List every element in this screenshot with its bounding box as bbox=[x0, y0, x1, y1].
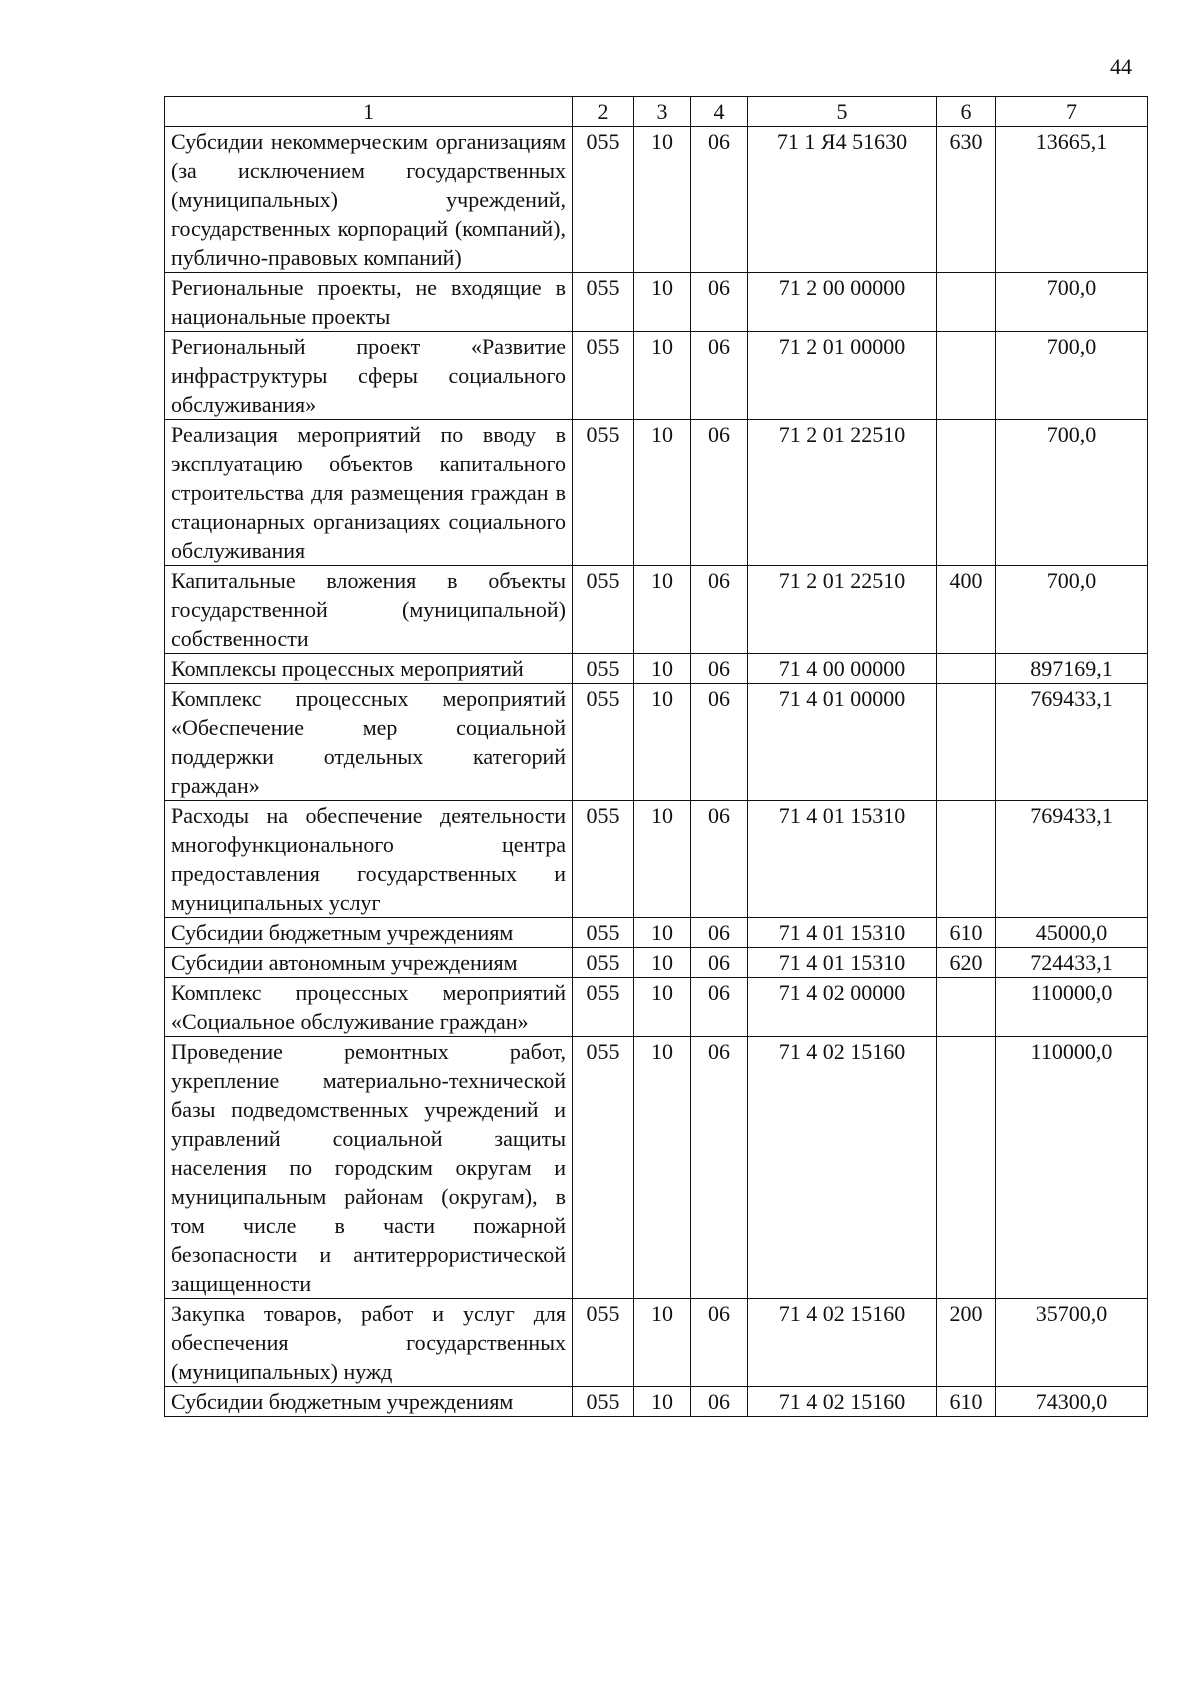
row-subsection-code: 06 bbox=[691, 684, 748, 801]
table-row bbox=[165, 1037, 1148, 1299]
row-expense-type bbox=[937, 332, 996, 420]
row-target-article: 71 2 01 22510 bbox=[748, 420, 937, 566]
row-amount: 35700,0 bbox=[996, 1299, 1148, 1387]
row-subsection-code: 06 bbox=[691, 801, 748, 918]
header-col-6: 6 bbox=[937, 97, 996, 127]
row-section-code: 10 bbox=[634, 801, 691, 918]
row-ministry-code: 055 bbox=[573, 918, 634, 948]
row-name: Реализация мероприятий по вводу в эксплуатацию объектов капитального строительства для размещения граждан в стационарных организациях социального обслуживания bbox=[165, 420, 573, 566]
row-name: Комплекс процессных мероприятий «Обеспечение мер социальной поддержки отдельных категорий граждан» bbox=[165, 684, 573, 801]
row-section-code: 10 bbox=[634, 654, 691, 684]
row-amount: 700,0 bbox=[996, 332, 1148, 420]
row-name: Региональные проекты, не входящие в национальные проекты bbox=[165, 273, 573, 332]
row-name: Региональный проект «Развитие инфраструктуры сферы социального обслуживания» bbox=[165, 332, 573, 420]
table-row bbox=[165, 801, 1148, 918]
row-target-article: 71 4 00 00000 bbox=[748, 654, 937, 684]
row-ministry-code: 055 bbox=[573, 1037, 634, 1299]
row-expense-type bbox=[937, 801, 996, 918]
row-section-code: 10 bbox=[634, 127, 691, 273]
row-target-article: 71 4 02 15160 bbox=[748, 1037, 937, 1299]
row-name: Субсидии бюджетным учреждениям bbox=[165, 918, 573, 948]
row-section-code: 10 bbox=[634, 566, 691, 654]
page-number: 44 bbox=[1110, 54, 1132, 79]
row-ministry-code: 055 bbox=[573, 1299, 634, 1387]
table-row bbox=[165, 1387, 1148, 1417]
row-ministry-code: 055 bbox=[573, 978, 634, 1037]
row-name: Закупка товаров, работ и услуг для обеспечения государственных (муниципальных) нужд bbox=[165, 1299, 573, 1387]
table-row bbox=[165, 948, 1148, 978]
row-subsection-code: 06 bbox=[691, 978, 748, 1037]
table-row bbox=[165, 1299, 1148, 1387]
header-col-1: 1 bbox=[165, 97, 573, 127]
row-expense-type: 630 bbox=[937, 127, 996, 273]
header-col-3: 3 bbox=[634, 97, 691, 127]
row-ministry-code: 055 bbox=[573, 654, 634, 684]
row-target-article: 71 2 00 00000 bbox=[748, 273, 937, 332]
row-target-article: 71 4 01 15310 bbox=[748, 918, 937, 948]
row-subsection-code: 06 bbox=[691, 948, 748, 978]
row-section-code: 10 bbox=[634, 1299, 691, 1387]
row-name: Проведение ремонтных работ, укрепление материально-технической базы подведомственных учреждений и управлений социальной защиты населения по городским округам и муниципальным районам (округам), в том числе в части пожарной безопасности и антитеррористической защищенности bbox=[165, 1037, 573, 1299]
header-col-7: 7 bbox=[996, 97, 1148, 127]
row-subsection-code: 06 bbox=[691, 566, 748, 654]
table-row bbox=[165, 127, 1148, 273]
row-section-code: 10 bbox=[634, 1037, 691, 1299]
row-expense-type bbox=[937, 1037, 996, 1299]
row-target-article: 71 4 01 15310 bbox=[748, 948, 937, 978]
header-row bbox=[165, 97, 1148, 127]
row-expense-type bbox=[937, 978, 996, 1037]
row-target-article: 71 1 Я4 51630 bbox=[748, 127, 937, 273]
row-name: Расходы на обеспечение деятельности многофункционального центра предоставления государственных и муниципальных услуг bbox=[165, 801, 573, 918]
row-ministry-code: 055 bbox=[573, 948, 634, 978]
row-expense-type: 200 bbox=[937, 1299, 996, 1387]
row-ministry-code: 055 bbox=[573, 127, 634, 273]
row-target-article: 71 2 01 22510 bbox=[748, 566, 937, 654]
table-row bbox=[165, 918, 1148, 948]
row-section-code: 10 bbox=[634, 273, 691, 332]
row-amount: 769433,1 bbox=[996, 684, 1148, 801]
row-subsection-code: 06 bbox=[691, 1037, 748, 1299]
row-amount: 45000,0 bbox=[996, 918, 1148, 948]
row-expense-type bbox=[937, 273, 996, 332]
row-section-code: 10 bbox=[634, 1387, 691, 1417]
row-amount: 110000,0 bbox=[996, 1037, 1148, 1299]
row-ministry-code: 055 bbox=[573, 1387, 634, 1417]
table-row bbox=[165, 420, 1148, 566]
row-subsection-code: 06 bbox=[691, 332, 748, 420]
row-name: Капитальные вложения в объекты государственной (муниципальной) собственности bbox=[165, 566, 573, 654]
row-ministry-code: 055 bbox=[573, 332, 634, 420]
row-section-code: 10 bbox=[634, 332, 691, 420]
budget-table bbox=[164, 96, 1148, 1417]
row-amount: 897169,1 bbox=[996, 654, 1148, 684]
row-expense-type: 400 bbox=[937, 566, 996, 654]
table-row bbox=[165, 273, 1148, 332]
row-expense-type bbox=[937, 654, 996, 684]
row-expense-type: 610 bbox=[937, 1387, 996, 1417]
row-ministry-code: 055 bbox=[573, 684, 634, 801]
row-target-article: 71 4 01 15310 bbox=[748, 801, 937, 918]
row-expense-type: 610 bbox=[937, 918, 996, 948]
row-subsection-code: 06 bbox=[691, 273, 748, 332]
row-ministry-code: 055 bbox=[573, 273, 634, 332]
row-amount: 724433,1 bbox=[996, 948, 1148, 978]
row-expense-type bbox=[937, 420, 996, 566]
row-subsection-code: 06 bbox=[691, 420, 748, 566]
row-subsection-code: 06 bbox=[691, 654, 748, 684]
row-name: Комплекс процессных мероприятий «Социальное обслуживание граждан» bbox=[165, 978, 573, 1037]
row-section-code: 10 bbox=[634, 978, 691, 1037]
row-amount: 74300,0 bbox=[996, 1387, 1148, 1417]
row-ministry-code: 055 bbox=[573, 566, 634, 654]
row-section-code: 10 bbox=[634, 420, 691, 566]
header-col-2: 2 bbox=[573, 97, 634, 127]
row-section-code: 10 bbox=[634, 948, 691, 978]
row-target-article: 71 4 01 00000 bbox=[748, 684, 937, 801]
row-target-article: 71 4 02 00000 bbox=[748, 978, 937, 1037]
row-subsection-code: 06 bbox=[691, 127, 748, 273]
row-amount: 769433,1 bbox=[996, 801, 1148, 918]
row-expense-type bbox=[937, 684, 996, 801]
row-amount: 110000,0 bbox=[996, 978, 1148, 1037]
row-amount: 700,0 bbox=[996, 273, 1148, 332]
table-row bbox=[165, 654, 1148, 684]
row-target-article: 71 4 02 15160 bbox=[748, 1299, 937, 1387]
table-row bbox=[165, 978, 1148, 1037]
table-row bbox=[165, 566, 1148, 654]
row-amount: 700,0 bbox=[996, 566, 1148, 654]
row-target-article: 71 4 02 15160 bbox=[748, 1387, 937, 1417]
row-name: Комплексы процессных мероприятий bbox=[165, 654, 573, 684]
header-col-5: 5 bbox=[748, 97, 937, 127]
row-ministry-code: 055 bbox=[573, 420, 634, 566]
row-name: Субсидии бюджетным учреждениям bbox=[165, 1387, 573, 1417]
row-subsection-code: 06 bbox=[691, 1387, 748, 1417]
row-amount: 700,0 bbox=[996, 420, 1148, 566]
row-expense-type: 620 bbox=[937, 948, 996, 978]
row-amount: 13665,1 bbox=[996, 127, 1148, 273]
row-name: Субсидии автономным учреждениям bbox=[165, 948, 573, 978]
header-col-4: 4 bbox=[691, 97, 748, 127]
row-subsection-code: 06 bbox=[691, 1299, 748, 1387]
row-target-article: 71 2 01 00000 bbox=[748, 332, 937, 420]
row-section-code: 10 bbox=[634, 684, 691, 801]
table-row bbox=[165, 684, 1148, 801]
table-row bbox=[165, 332, 1148, 420]
row-name: Субсидии некоммерческим организациям (за исключением государственных (муниципальных) учреждений, государственных корпораций (компаний), публично-правовых компаний) bbox=[165, 127, 573, 273]
row-subsection-code: 06 bbox=[691, 918, 748, 948]
row-section-code: 10 bbox=[634, 918, 691, 948]
row-ministry-code: 055 bbox=[573, 801, 634, 918]
